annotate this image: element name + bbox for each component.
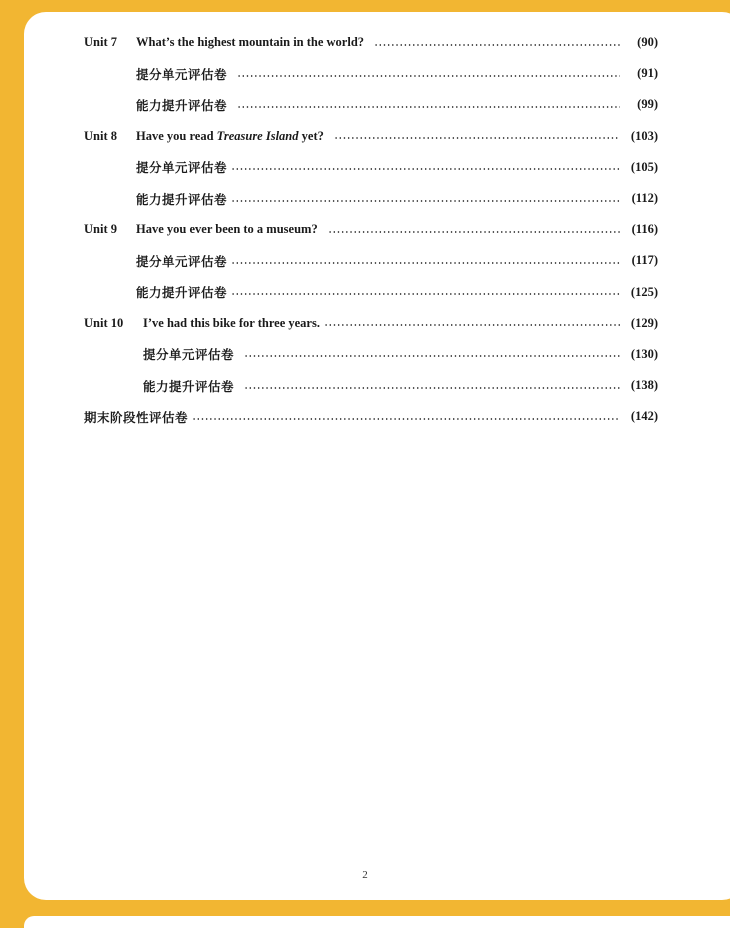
subentry-label: 能力提升评估卷 <box>136 286 228 301</box>
final-assessment-label: 期末阶段性评估卷 <box>84 410 189 425</box>
page-reference: (105) <box>630 159 658 174</box>
unit-title-text: I’ve had this bike for three years. <box>143 315 320 330</box>
page-reference: (99) <box>637 97 658 112</box>
dot-leader <box>237 75 620 77</box>
toc-subentry[interactable] <box>84 89 658 120</box>
page-reference: (116) <box>631 222 658 237</box>
unit-number: Unit 10 <box>84 315 124 330</box>
toc-entry-unit-7[interactable] <box>84 27 658 58</box>
dot-leader <box>192 418 620 420</box>
subentry-label: 提分单元评估卷 <box>143 348 235 363</box>
toc-subentry[interactable] <box>84 370 658 401</box>
page-reference: (112) <box>631 191 658 206</box>
subentry-label: 提分单元评估卷 <box>136 254 228 269</box>
toc-subentry[interactable] <box>84 245 658 276</box>
page-reference: (103) <box>630 128 658 143</box>
dot-leader <box>231 200 620 202</box>
dot-leader <box>328 231 620 233</box>
unit-title-text: Have you ever been to a museum? <box>136 222 318 237</box>
unit-title-text: Have you read <box>136 128 217 143</box>
dot-leader <box>231 262 620 264</box>
subentry-label: 能力提升评估卷 <box>136 192 228 207</box>
dot-leader <box>231 293 620 295</box>
unit-title <box>136 129 324 144</box>
subentry-label: 提分单元评估卷 <box>136 67 228 82</box>
toc-entry-final-assessment[interactable] <box>84 401 658 432</box>
dot-leader <box>374 44 620 46</box>
subentry-label: 能力提升评估卷 <box>136 98 228 113</box>
dot-leader <box>324 324 620 326</box>
toc-subentry[interactable] <box>84 152 658 183</box>
book-title: Treasure Island <box>216 128 299 143</box>
dot-leader <box>237 106 620 108</box>
dot-leader <box>244 355 620 357</box>
next-page-edge <box>24 916 730 928</box>
unit-title-text: yet? <box>298 128 324 143</box>
page-reference: (117) <box>631 253 658 268</box>
page-reference: (138) <box>630 378 658 393</box>
toc-subentry[interactable] <box>84 277 658 308</box>
unit-title-text: What’s the highest mountain in the world? <box>136 35 365 50</box>
toc-entry-unit-10[interactable] <box>84 308 658 339</box>
page-reference: (130) <box>630 346 658 361</box>
unit-number: Unit 8 <box>84 128 117 143</box>
page-reference: (129) <box>630 315 658 330</box>
toc-subentry[interactable] <box>84 183 658 214</box>
page-reference: (91) <box>637 66 658 81</box>
dot-leader <box>244 387 620 389</box>
subentry-label: 能力提升评估卷 <box>143 379 235 394</box>
unit-number: Unit 9 <box>84 222 117 237</box>
toc-entry-unit-8[interactable] <box>84 121 658 152</box>
unit-number: Unit 7 <box>84 35 117 50</box>
unit-title <box>136 222 318 237</box>
toc-subentry[interactable] <box>84 339 658 370</box>
unit-title <box>143 316 320 331</box>
unit-title <box>136 35 364 50</box>
page-reference: (90) <box>637 35 658 50</box>
page-reference: (142) <box>630 409 658 424</box>
toc-entry-unit-9[interactable] <box>84 214 658 245</box>
toc-subentry[interactable] <box>84 58 658 89</box>
table-of-contents <box>84 27 658 432</box>
page-number: 2 <box>362 869 368 881</box>
dot-leader <box>334 137 620 139</box>
subentry-label: 提分单元评估卷 <box>136 161 228 176</box>
dot-leader <box>231 168 620 170</box>
page-reference: (125) <box>630 284 658 299</box>
